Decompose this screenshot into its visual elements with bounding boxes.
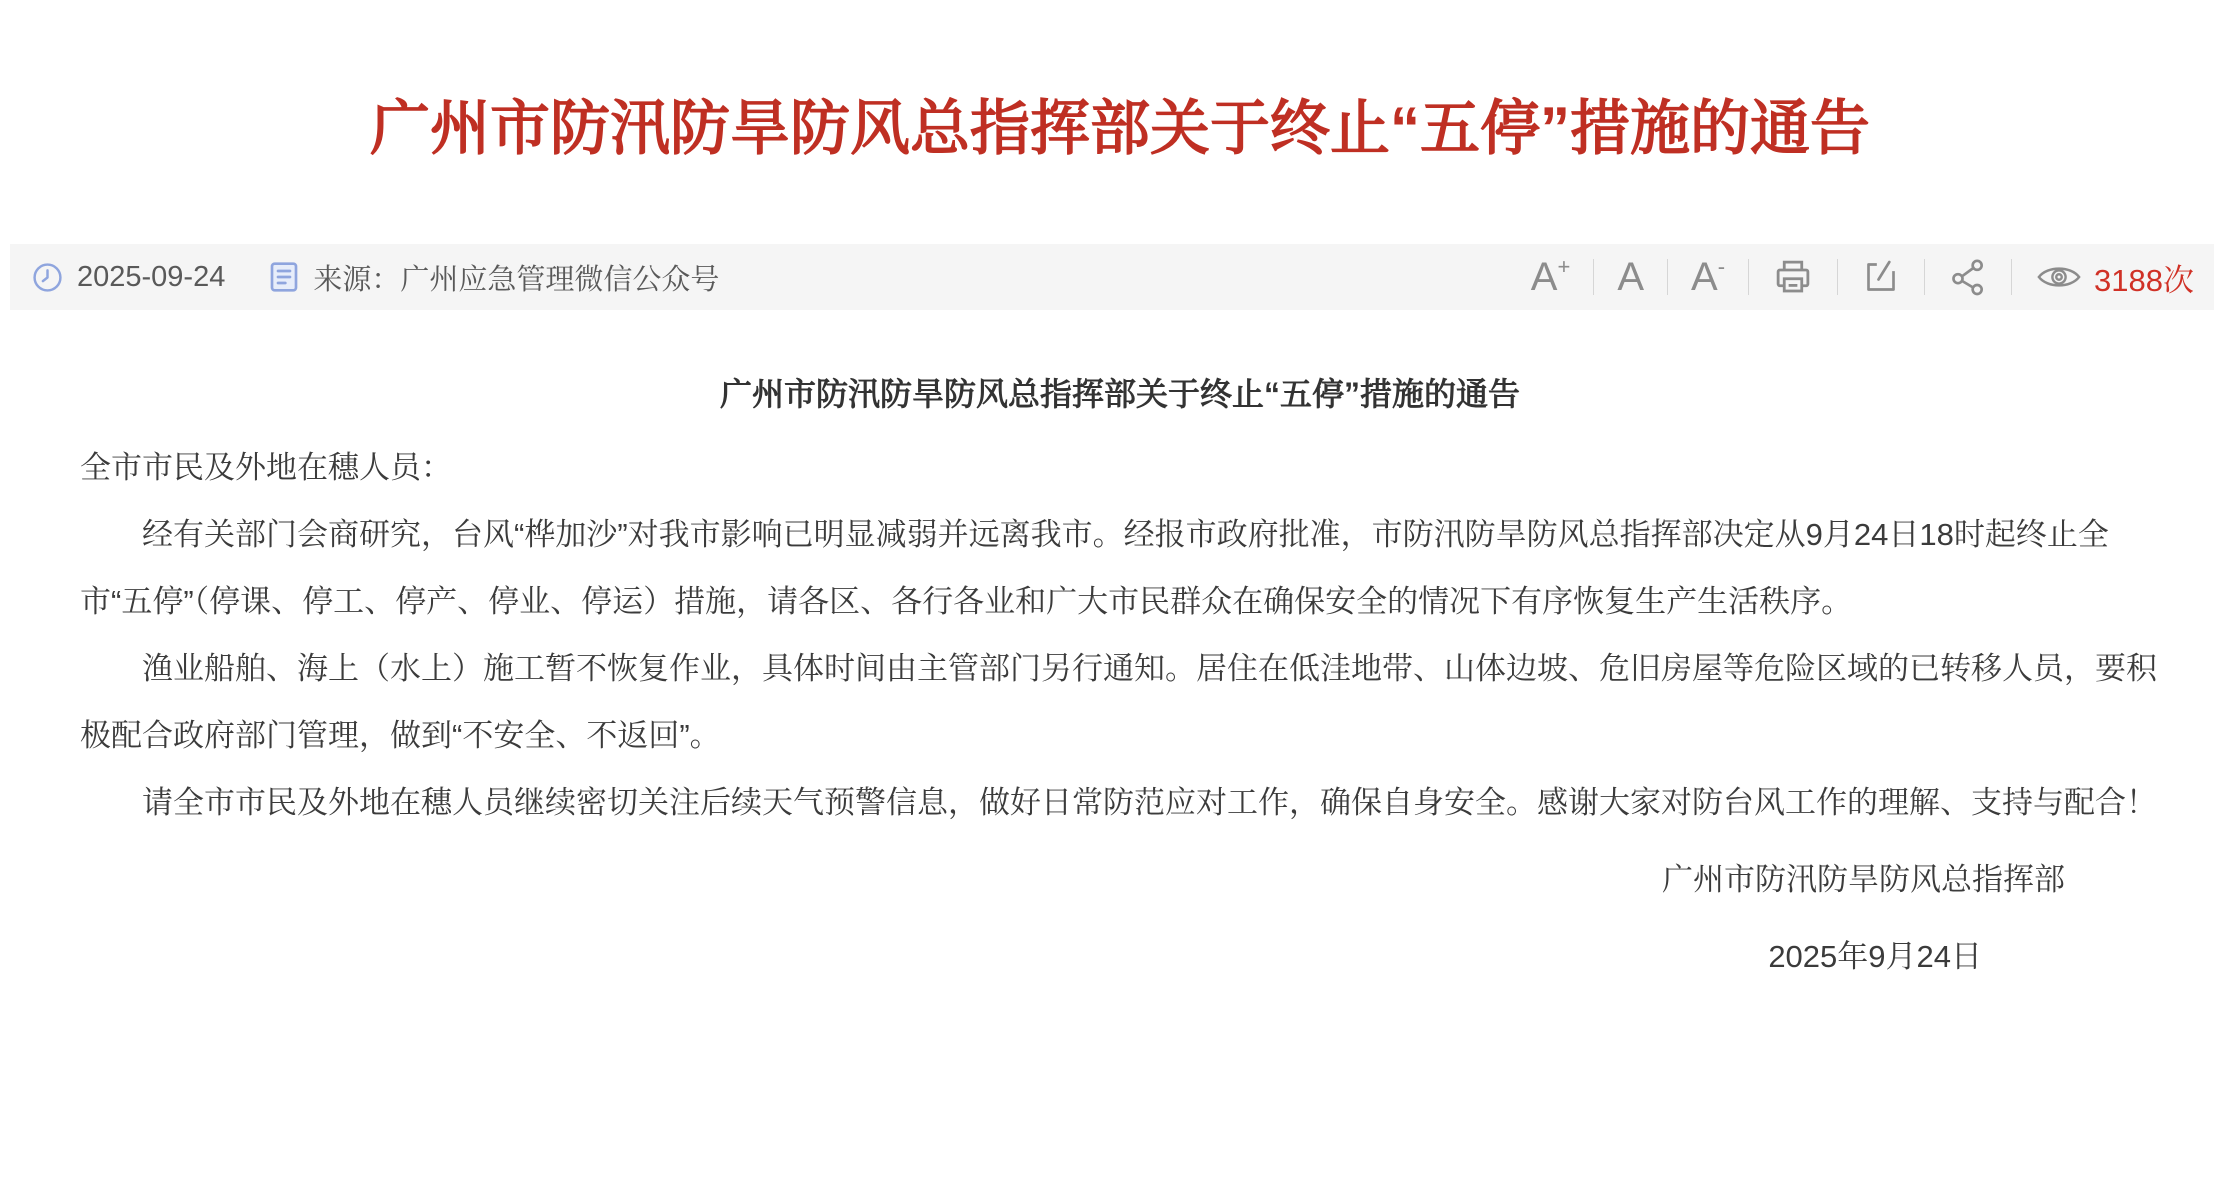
article-heading: 广州市防汛防旱防风总指挥部关于终止“五停”措施的通告 xyxy=(719,376,1520,412)
font-decrease-sign: - xyxy=(1717,254,1726,279)
font-increase-button[interactable] xyxy=(1508,254,1594,299)
paragraph: 经有关部门会商研究，台风“桦加沙”对我市影响已明显减弱并远离我市。经报市政府批准，市防汛防旱防风总指挥部决定从9月24日18时起终止全市“五停”（停课、停工、停产、停业、停运）措施，请各区、各行各业和广大市民群众在确保安全的情况下有序恢复生产生活秩序。 xyxy=(80,517,2109,619)
article-toolbar xyxy=(1508,255,2200,300)
export-icon xyxy=(1861,257,1901,297)
view-counter xyxy=(2012,255,2200,300)
print-button[interactable] xyxy=(1749,256,1837,298)
paragraph: 渔业船舶、海上（水上）施工暂不恢复作业，具体时间由主管部门另行通知。居住在低洼地带、山体边坡、危旧房屋等危险区域的已转移人员，要积极配合政府部门管理，做到“不安全、不返回”。 xyxy=(80,651,2157,753)
share-icon xyxy=(1948,257,1988,297)
clock-icon xyxy=(32,262,63,293)
view-count: 3188次 xyxy=(2094,262,2194,298)
font-increase-sign: + xyxy=(1557,254,1571,279)
font-increase-label: A xyxy=(1530,255,1558,299)
paragraph: 请全市市民及外地在穗人员继续密切关注后续天气预警信息，做好日常防范应对工作，确保自身安全。感谢大家对防台风工作的理解、支持与配合！ xyxy=(142,785,2157,820)
font-decrease-button[interactable] xyxy=(1668,254,1748,299)
share-button[interactable] xyxy=(1925,257,2011,297)
article-body xyxy=(0,362,2240,990)
printer-icon xyxy=(1772,256,1814,298)
font-decrease-label: A xyxy=(1691,255,1718,299)
page-title: 广州市防汛防旱防风总指挥部关于终止“五停”措施的通告 xyxy=(370,95,1870,162)
document-icon xyxy=(269,261,299,293)
signature: 广州市防汛防旱防风总指挥部 xyxy=(1662,862,2065,897)
publish-date: 2025-09-24 xyxy=(77,260,226,293)
font-normal-label: A xyxy=(1617,255,1645,299)
meta-bar xyxy=(10,244,2214,310)
font-normal-button[interactable] xyxy=(1594,257,1667,297)
export-button[interactable] xyxy=(1838,257,1924,297)
salutation: 全市市民及外地在穗人员： xyxy=(80,450,452,485)
source-label: 来源：广州应急管理微信公众号 xyxy=(313,263,720,296)
meta-info xyxy=(32,257,719,298)
signature-date: 2025年9月24日 xyxy=(1768,939,1982,974)
eye-icon xyxy=(2036,262,2082,292)
